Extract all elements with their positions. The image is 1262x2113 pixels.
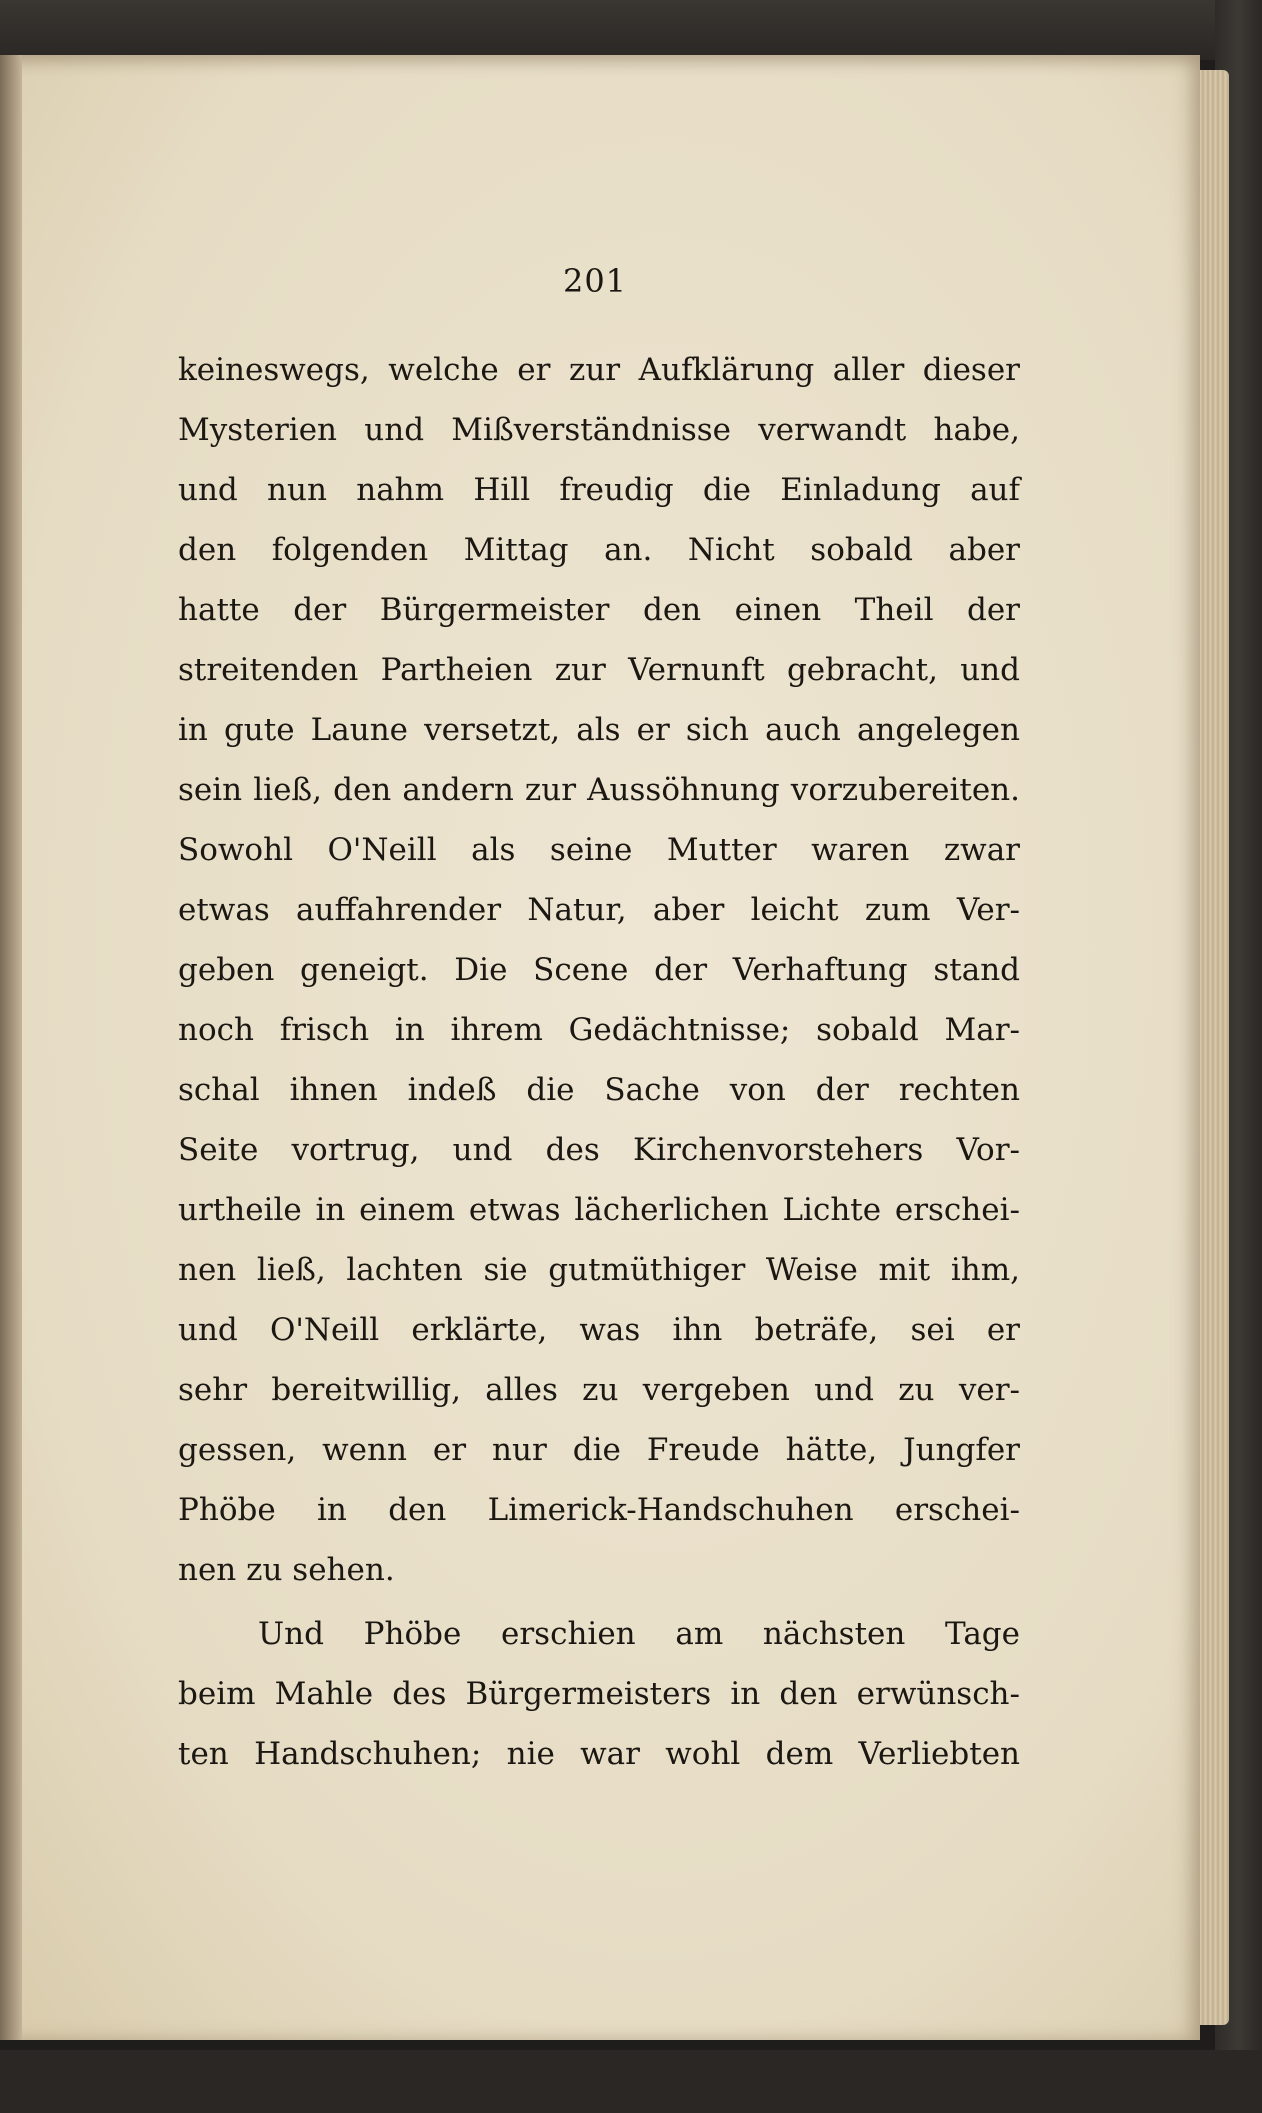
text-line: streitenden Partheien zur Vernunft gebracht, und — [178, 652, 1020, 688]
book-cover-top — [0, 0, 1262, 60]
text-line: und nun nahm Hill freudig die Einladung auf — [178, 472, 1020, 508]
text-line: beim Mahle des Bürgermeisters in den erwünsch- — [178, 1676, 1020, 1712]
text-line: Sowohl O'Neill als seine Mutter waren zwar — [178, 832, 1020, 868]
text-line: urtheile in einem etwas lächerlichen Lichte erschei- — [178, 1192, 1020, 1228]
text-line: Phöbe in den Limerick-Handschuhen erschei- — [178, 1492, 1020, 1528]
page-number: 201 — [562, 262, 628, 300]
text-line: keineswegs, welche er zur Aufklärung aller dieser — [178, 352, 1020, 388]
text-line: Mysterien und Mißverständnisse verwandt habe, — [178, 412, 1020, 448]
page-edges — [1195, 70, 1229, 2025]
text-line: sein ließ, den andern zur Aussöhnung vorzubereiten. — [178, 772, 1020, 808]
text-line: schal ihnen indeß die Sache von der rechten — [178, 1072, 1020, 1108]
text-line: sehr bereitwillig, alles zu vergeben und zu ver- — [178, 1372, 1020, 1408]
text-line: und O'Neill erklärte, was ihn beträfe, sei er — [178, 1312, 1020, 1348]
text-line: hatte der Bürgermeister den einen Theil der — [178, 592, 1020, 628]
page-body-text — [178, 340, 1020, 1784]
text-line: ten Handschuhen; nie war wohl dem Verliebten — [178, 1736, 1020, 1772]
text-line: Seite vortrug, und des Kirchenvorstehers Vor- — [178, 1132, 1020, 1168]
text-line: nen ließ, lachten sie gutmüthiger Weise mit ihm, — [178, 1252, 1020, 1288]
text-line: noch frisch in ihrem Gedächtnisse; sobald Mar- — [178, 1012, 1020, 1048]
text-line: nen zu sehen. — [178, 1552, 395, 1588]
text-line: Und Phöbe erschien am nächsten Tage — [258, 1616, 1020, 1652]
page-gutter — [0, 55, 22, 2040]
text-line: etwas auffahrender Natur, aber leicht zum Ver- — [178, 892, 1020, 928]
text-line: geben geneigt. Die Scene der Verhaftung stand — [178, 952, 1020, 988]
text-line: den folgenden Mittag an. Nicht sobald aber — [178, 532, 1020, 568]
text-line: gessen, wenn er nur die Freude hätte, Jungfer — [178, 1432, 1020, 1468]
text-line: in gute Laune versetzt, als er sich auch angelegen — [178, 712, 1020, 748]
book-cover-bottom — [0, 2050, 1262, 2113]
